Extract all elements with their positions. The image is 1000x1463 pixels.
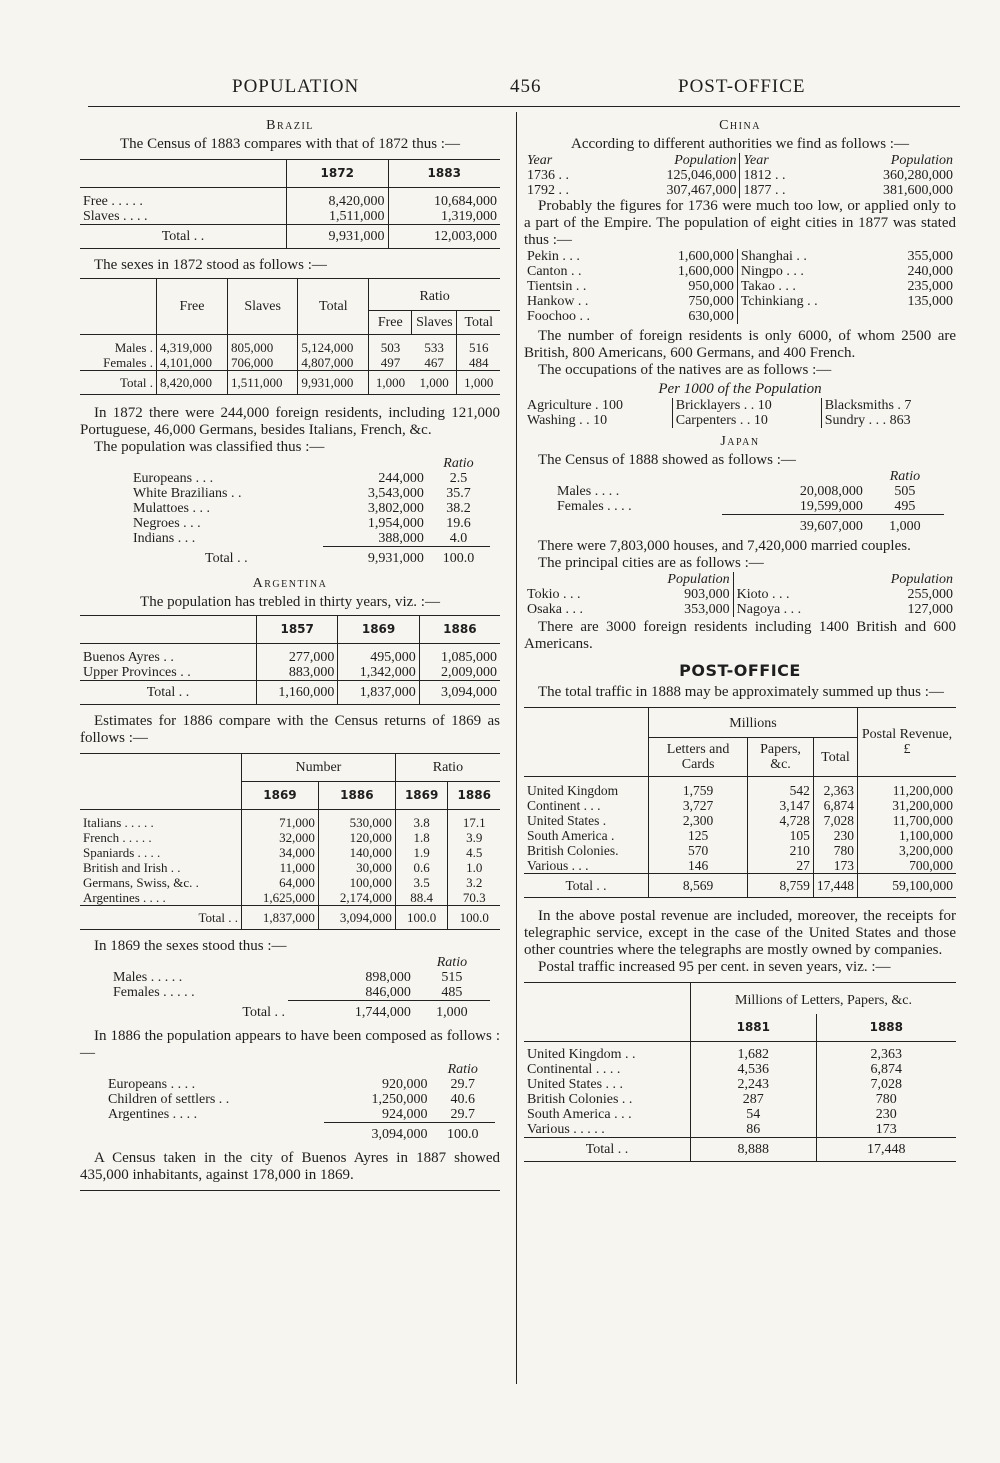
table-row: British Colonies . . 287 780 bbox=[524, 1092, 956, 1107]
table-row: United Kingdom . . 1,682 2,363 bbox=[524, 1047, 956, 1062]
table-row: Indians . . . 388,000 4.0 bbox=[130, 531, 490, 547]
table-row: Agriculture . 100 Bricklayers . . 10 Blacksmiths . 7 bbox=[524, 398, 956, 413]
section-heading-brazil: Brazil bbox=[266, 118, 314, 133]
col-header: 1869 bbox=[338, 616, 419, 644]
table-row: Washing . . 10 Carpenters . . 10 Sundry . . . 863 bbox=[524, 413, 956, 428]
post-office-paragraph-increase: Postal traffic increased 95 per cent. in seven years, viz. :— bbox=[538, 958, 891, 975]
china-population-table: Year Population Year Population 1736 . . 125,046,000 1812 . . 360,280,000 1792 . . 307,467,000 1877 . . 381,600,000 bbox=[524, 153, 956, 198]
argentina-trebled-table bbox=[80, 615, 500, 705]
table-row: Free . . . . . 8,420,000 10,684,000 bbox=[80, 194, 500, 209]
post-office-paragraph-revenue: In the above postal revenue are included, moreover, the receipts for telegraphic service, except in the case of the United States and those other countries where the telegraphs are mostly owned by companies. bbox=[524, 907, 956, 958]
header-rule bbox=[88, 106, 960, 107]
section-heading-china: China bbox=[719, 118, 761, 133]
table-row: 1792 . . 307,467,000 1877 . . 381,600,000 bbox=[527, 183, 953, 198]
total-row: Total . . 8,569 8,759 17,448 59,100,000 bbox=[524, 873, 956, 897]
table-row: Females . 4,101,000 706,000 4,807,000 497 467 484 bbox=[80, 355, 500, 371]
brazil-sexes-intro: The sexes in 1872 stood as follows :— bbox=[94, 256, 327, 273]
section-heading-japan: Japan bbox=[720, 434, 760, 449]
total-row: 3,094,000 100.0 bbox=[371, 1127, 479, 1142]
japan-paragraph-cities: The principal cities are as follows :— bbox=[538, 555, 764, 571]
table-row: Europeans . . . . 920,000 29.7 bbox=[108, 1077, 475, 1092]
table-row: Tokio . . . 903,000 Kioto . . . 255,000 bbox=[527, 587, 953, 602]
left-column bbox=[80, 112, 500, 1191]
table-row: Argentines . . . . 924,000 29.7 bbox=[105, 1107, 495, 1123]
japan-intro: The Census of 1888 showed as follows :— bbox=[538, 452, 796, 468]
table-row: Germans, Swiss, &c. . 64,000 100,000 3.5 3.2 bbox=[80, 875, 500, 890]
table-row: Slaves . . . . 1,511,000 1,319,000 bbox=[80, 209, 500, 225]
table-row: Osaka . . . 353,000 Nagoya . . . 127,000 bbox=[527, 602, 953, 617]
running-head-right: POST-OFFICE bbox=[678, 76, 806, 97]
table-row: Females . . . . . 846,000 485 bbox=[110, 985, 490, 1001]
argentina-sexes-table: Ratio Males . . . . . 898,000 515 Females . . . . . 846,000 485 Total . . 1,744,000 1,000 bbox=[110, 955, 490, 1024]
china-paragraph-occupations: The occupations of the natives are as follows :— bbox=[538, 362, 832, 378]
total-row: 39,607,000 1,000 bbox=[799, 519, 921, 534]
china-occupations-table bbox=[524, 398, 956, 428]
col-header: 1883 bbox=[388, 160, 500, 188]
table-row: British Colonies. 570 210 780 3,200,000 bbox=[524, 843, 956, 858]
table-row: Mulattoes . . . 3,802,000 38.2 bbox=[133, 501, 471, 516]
table-row: South America . . . 54 230 bbox=[524, 1107, 956, 1122]
table-row: Males . . . . . 898,000 515 bbox=[113, 970, 463, 985]
table-row: Foochoo . . 630,000 bbox=[524, 309, 956, 324]
table-row: Various . . . . . 86 173 bbox=[524, 1122, 956, 1138]
table-row: Continental . . . . 4,536 6,874 bbox=[524, 1062, 956, 1077]
japan-cities-table: Population Population Tokio . . . 903,000 Kioto . . . 255,000 Osaka . . . 353,000 Nagoya . . . 127,000 bbox=[524, 572, 956, 617]
china-paragraph-figures: Probably the figures for 1736 were much too low, or applied only to a part of the Empire. The population of eight cities in 1877 was stated thus :— bbox=[524, 198, 956, 248]
post-office-growth-table: Millions of Letters, Papers, &c. 1881 1888 United Kingdom . . 1,682 2,363 Continental . . . . 4,536 6,874 United States . . . 2,243 7,028 British Colonies . . 287 780 South America . . . 54 230 Various . . . . . 86 173 Total . . 8,888 17,448 bbox=[524, 982, 956, 1163]
section-heading-argentina: Argentina bbox=[252, 576, 328, 591]
china-cities-table bbox=[524, 249, 956, 324]
running-head-left: POPULATION bbox=[232, 76, 360, 97]
brazil-paragraph-foreign: In 1872 there were 244,000 foreign residents, including 121,000 Portuguese, 46,000 Germans, besides Italians, French, &c. bbox=[80, 405, 500, 438]
section-heading-post-office: POST-OFFICE bbox=[679, 661, 801, 680]
left-bottom-rule bbox=[80, 1190, 500, 1191]
table-row: Males . . . . 20,008,000 505 bbox=[557, 484, 916, 499]
col-header: 1872 bbox=[287, 160, 389, 188]
china-paragraph-foreign: The number of foreign residents is only 6000, of whom 2500 are British, 800 Americans, 600 Germans, and 400 French. bbox=[524, 328, 956, 361]
table-row: Negroes . . . 1,954,000 19.6 bbox=[133, 516, 471, 531]
total-row: Total . 8,420,000 1,511,000 9,931,000 1,000 1,000 1,000 bbox=[80, 371, 500, 395]
table-row: Europeans . . . 244,000 2.5 bbox=[133, 471, 468, 486]
column-divider bbox=[516, 112, 517, 1384]
argentina-paragraph-composed: In 1886 the population appears to have been composed as follows :— bbox=[80, 1028, 500, 1061]
japan-paragraph-foreign: There are 3000 foreign residents including 1400 British and 600 Americans. bbox=[524, 619, 956, 652]
col-header: 1857 bbox=[257, 616, 338, 644]
total-row: Total . . 9,931,000 100.0 bbox=[205, 550, 475, 566]
table-row: Pekin . . . 1,600,000 Shanghai . . 355,000 bbox=[527, 249, 953, 264]
argentina-paragraph-estimates: Estimates for 1886 compare with the Census returns of 1869 as follows :— bbox=[80, 712, 500, 746]
total-row: Total . . 1,744,000 1,000 bbox=[242, 1004, 468, 1020]
post-office-traffic-table: Millions Postal Revenue, £ Letters and Cards Papers, &c. Total United Kingdom 1,759 542 2,363 11,200,000 Continent . . . 3,727 3,147 6,874 31,200,000 United States . 2,300 4,728 7,028 11,700,000 South America . 125 105 230 1,100,000 British Colonies. 570 210 780 3,200,000 Various . . . 146 27 173 700,000 Total . . 8,569 8,759 17,448 59,100,000 bbox=[524, 707, 956, 898]
table-row: Hankow . . 750,000 Tchinkiang . . 135,000 bbox=[527, 294, 953, 309]
table-row: United States . . . 2,243 7,028 bbox=[524, 1077, 956, 1092]
argentina-paragraph-sexes: In 1869 the sexes stood thus :— bbox=[94, 938, 287, 954]
brazil-intro: The Census of 1883 compares with that of 1872 thus :— bbox=[120, 136, 460, 152]
table-row: Canton . . 1,600,000 Ningpo . . . 240,000 bbox=[527, 264, 953, 279]
argentina-paragraph-buenos-ayres: A Census taken in the city of Buenos Ayres in 1887 showed 435,000 inhabitants, against 178,000 in 1869. bbox=[80, 1150, 500, 1183]
table-row: Argentines . . . . 1,625,000 2,174,000 88.4 70.3 bbox=[80, 890, 500, 906]
table-row: Buenos Ayres . . 277,000 495,000 1,085,000 bbox=[80, 650, 500, 665]
brazil-paragraph-classified: The population was classified thus :— bbox=[94, 439, 325, 455]
table-row: Various . . . 146 27 173 700,000 bbox=[524, 858, 956, 874]
japan-paragraph-houses: There were 7,803,000 houses, and 7,420,000 married couples. bbox=[538, 538, 911, 554]
brazil-census-table bbox=[80, 159, 500, 249]
total-row: Total . . 9,931,000 12,003,000 bbox=[80, 224, 500, 248]
argentina-nationality-table: Number Ratio 1869 1886 1869 1886 Italians . . . . . 71,000 530,000 3.8 17.1 French . . . . . 32,000 120,000 1.8 3.9 Spaniards . . . . 34,000 140,000 1.9 4.5 British and Irish . . 11,000 30,000 0.6 1.0 Germans, Swiss, &c. . 64,000 100,000 3.5 3.2 Argentines . . . . 1,625,000 2,174,000 88.4 70.3 Total . . 1,837,000 3,094,000 100.0 100.0 bbox=[80, 753, 500, 931]
post-office-intro: The total traffic in 1888 may be approximately summed up thus :— bbox=[538, 684, 944, 700]
table-row: French . . . . . 32,000 120,000 1.8 3.9 bbox=[80, 830, 500, 845]
brazil-sexes-table: Free Slaves Total Ratio Free Slaves Total Males . 4,319,000 805,000 5,124,000 503 533 516 Females . 4,101,000 706,000 4,807,000 497 467 484 Total . 8,420,000 1,511,000 9,931,000 1,000 1,000 1,000 bbox=[80, 278, 500, 396]
argentina-composition-table: Ratio Europeans . . . . 920,000 29.7 Children of settlers . . 1,250,000 40.6 Argentines . . . . 924,000 29.7 3,094,000 100.0 bbox=[105, 1062, 495, 1146]
table-row: 1736 . . 125,046,000 1812 . . 360,280,000 bbox=[527, 168, 953, 183]
total-row: Total . . 1,160,000 1,837,000 3,094,000 bbox=[80, 680, 500, 704]
table-row: Tientsin . . 950,000 Takao . . . 235,000 bbox=[527, 279, 953, 294]
table-row: Continent . . . 3,727 3,147 6,874 31,200,000 bbox=[524, 798, 956, 813]
total-row: Total . . 8,888 17,448 bbox=[524, 1138, 956, 1162]
argentina-intro: The population has trebled in thirty years, viz. :— bbox=[140, 594, 440, 610]
table-row: Children of settlers . . 1,250,000 40.6 bbox=[108, 1092, 475, 1107]
china-intro: According to different authorities we find as follows :— bbox=[571, 136, 909, 152]
table-row: South America . 125 105 230 1,100,000 bbox=[524, 828, 956, 843]
right-column bbox=[524, 112, 956, 1162]
table-row: United States . 2,300 4,728 7,028 11,700,000 bbox=[524, 813, 956, 828]
brazil-classification-table: Ratio Europeans . . . 244,000 2.5 White Brazilians . . 3,543,000 35.7 Mulattoes . . . 3,802,000 38.2 Negroes . . . 1,954,000 19.6 Indians . . . 388,000 4.0 Total . . 9,931,000 100.0 bbox=[130, 456, 490, 570]
table-row: Upper Provinces . . 883,000 1,342,000 2,009,000 bbox=[80, 665, 500, 681]
col-header: 1886 bbox=[419, 616, 500, 644]
table-row: Males . 4,319,000 805,000 5,124,000 503 533 516 bbox=[80, 340, 500, 355]
table-row: United Kingdom 1,759 542 2,363 11,200,000 bbox=[524, 783, 956, 798]
page-number: 456 bbox=[510, 76, 542, 97]
japan-census-table: Ratio Males . . . . 20,008,000 505 Females . . . . 19,599,000 495 39,607,000 1,000 bbox=[554, 469, 944, 538]
table-row: Spaniards . . . . 34,000 140,000 1.9 4.5 bbox=[80, 845, 500, 860]
table-row: Females . . . . 19,599,000 495 bbox=[554, 499, 944, 515]
table-row: White Brazilians . . 3,543,000 35.7 bbox=[133, 486, 471, 501]
china-per-thousand: Per 1000 of the Population bbox=[658, 381, 822, 397]
table-row: British and Irish . . 11,000 30,000 0.6 1.0 bbox=[80, 860, 500, 875]
table-row: Italians . . . . . 71,000 530,000 3.8 17.1 bbox=[80, 815, 500, 830]
total-row: Total . . 1,837,000 3,094,000 100.0 100.0 bbox=[80, 906, 500, 930]
